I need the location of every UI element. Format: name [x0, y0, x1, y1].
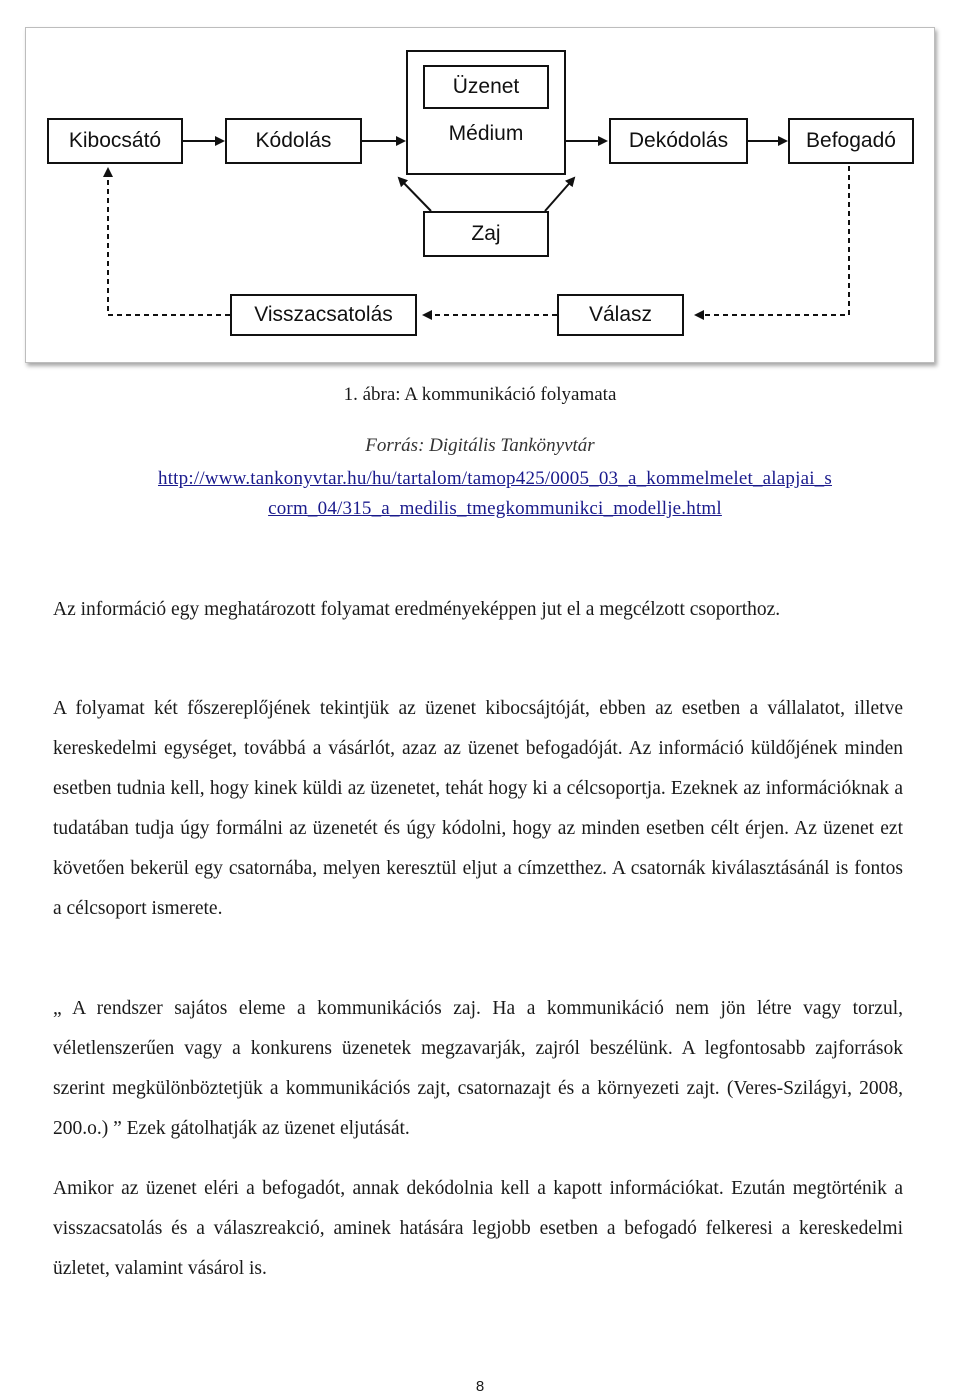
box-befogado: Befogadó — [788, 118, 914, 164]
source-url-line-2[interactable]: corm_04/315_a_medilis_tmegkommunikci_modellje.html — [268, 498, 722, 519]
box-dekodolas: Dekódolás — [609, 118, 748, 164]
paragraph-2: A folyamat két főszereplőjének tekintjük az üzenet kibocsájtóját, ebben az esetben a vállalatot, illetve kereskedelmi egységet, továbbá a vásárlót, azaz az üzenet befogadóját. Az információ küldőjének minden esetben tudnia kell, hogy kinek küldi az üzenetet, tehát hogy ki a célcsoportja. Ezeknek az információknak a tudatában tudja úgy formálni az üzenetét és úgy kódolni, hogy az minden esetben célt érjen. Az üzenet ezt követően bekerül egy csatornába, melyen keresztül eljut a címzetthez. A csatornák kiválasztásánál is fontos a célcsoport ismerete. — [53, 698, 903, 919]
figure-caption: 1. ábra: A kommunikáció folyamata — [343, 384, 617, 405]
paragraph-1: Az információ egy meghatározott folyamat eredményeképpen jut el a megcélzott csoporthoz. — [53, 599, 781, 620]
communication-process-figure — [25, 27, 935, 363]
box-kibocsato: Kibocsátó — [47, 118, 183, 164]
paragraph-4: Amikor az üzenet eléri a befogadót, annak dekódolnia kell a kapott információkat. Ezután megtörténik a visszacsatolás és a válaszreakció, aminek hatására legjobb esetben a befogadó felkeresi a kereskedelmi üzletet, valamint vásárol is. — [53, 1178, 903, 1279]
page-number: 8 — [475, 1378, 485, 1395]
arrow-zaj-left — [399, 178, 431, 211]
dashed-visszacsatolas-kibocsato — [108, 169, 230, 315]
source-label: Forrás: Digitális Tankönyvtár — [365, 435, 595, 456]
dashed-befogado-valasz — [696, 166, 849, 315]
box-valasz: Válasz — [557, 294, 684, 336]
source-url-line-1[interactable]: http://www.tankonyvtar.hu/hu/tartalom/tamop425/0005_03_a_kommelmelet_alapjai_s — [158, 468, 832, 489]
label-medium: Médium — [448, 122, 524, 145]
box-visszacsatolas: Visszacsatolás — [230, 294, 417, 336]
box-zaj: Zaj — [423, 211, 549, 257]
box-uzenet: Üzenet — [423, 65, 549, 109]
paragraph-3: „ A rendszer sajátos eleme a kommunikációs zaj. Ha a kommunikáció nem jön létre vagy torzul, véletlenszerűen vagy a konkurens üzenetek megzavarják, zajról beszélünk. A legfontosabb zajforrások szerint megkülönböztetjük a kommunikációs zajt, csatornazajt és a környezeti zajt. (Veres-Szilágyi, 2008, 200.o.) ” Ezek gátolhatják az üzenet eljutását. — [53, 998, 903, 1139]
box-kodolas: Kódolás — [225, 118, 362, 164]
arrow-zaj-right — [545, 178, 574, 211]
